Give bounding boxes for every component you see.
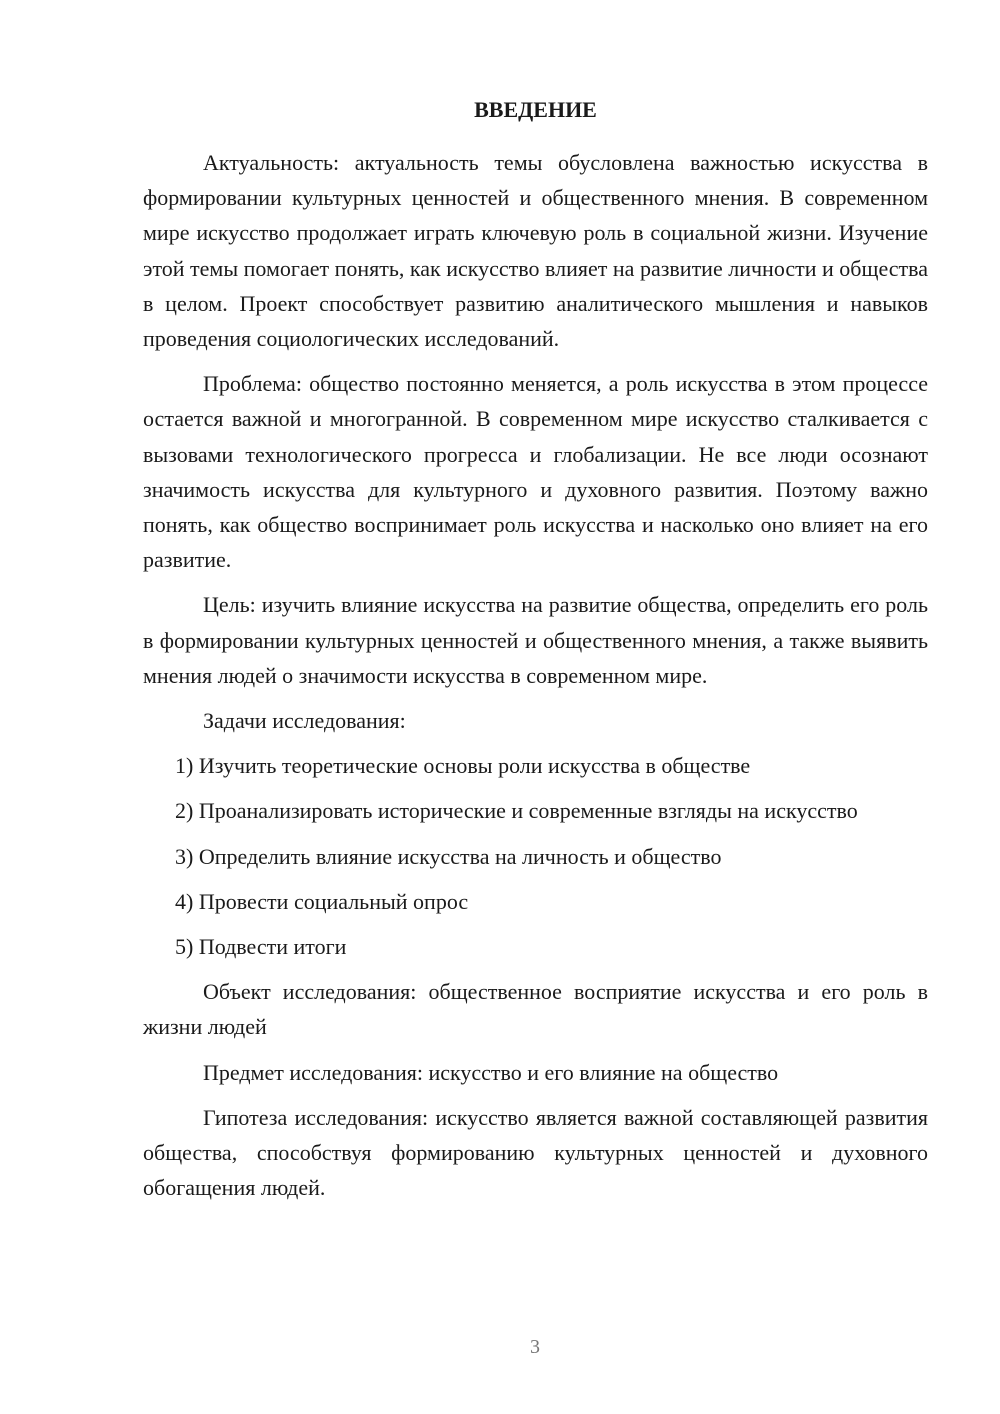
paragraph-goal: Цель: изучить влияние искусства на развитие общества, определить его роль в формировании культурных ценностей и общественного мнения, а также выявить мнения людей о значимости искусства в современном мире. <box>143 592 928 688</box>
page-number: 3 <box>530 1336 540 1358</box>
task-item: 2) Проанализировать исторические и современные взгляды на искусство <box>175 798 858 824</box>
paragraph-subject: Предмет исследования: искусство и его влияние на общество <box>203 1059 779 1085</box>
task-item: 1) Изучить теоретические основы роли искусства в обществе <box>175 753 751 779</box>
section-title: ВВЕДЕНИЕ <box>474 97 597 122</box>
paragraph-problem: Проблема: общество постоянно меняется, а роль искусства в этом процессе остается важной и многогранной. В современном мире искусство сталкивается с вызовами технологического прогресса и глобализации. Не все люди осознают значимость искусства для культурного и духовного развития. Поэтому важно понять, как общество воспринимает роль искусства и насколько оно влияет на его развитие. <box>143 371 928 573</box>
task-item: 4) Провести социальный опрос <box>175 888 469 914</box>
paragraph-hypothesis: Гипотеза исследования: искусство является важной составляющей развития общества, способствуя формированию культурных ценностей и духовного обогащения людей. <box>143 1104 928 1201</box>
paragraph-object: Объект исследования: общественное восприятие искусства и его роль в жизни людей <box>143 979 928 1040</box>
paragraph-relevance: Актуальность: актуальность темы обусловлена важностью искусства в формировании культурных ценностей и общественного мнения. В современном мире искусство продолжает играть ключевую роль в социальной жизни. Изучение этой темы помогает понять, как искусство влияет на развитие личности и общества в целом. Проект способствует развитию аналитического мышления и навыков проведения социологических исследований. <box>143 150 928 352</box>
task-item: 3) Определить влияние искусства на личность и общество <box>175 843 722 869</box>
task-item: 5) Подвести итоги <box>175 934 347 960</box>
document-page <box>143 92 928 1215</box>
paragraph-tasks-heading: Задачи исследования: <box>203 708 406 734</box>
